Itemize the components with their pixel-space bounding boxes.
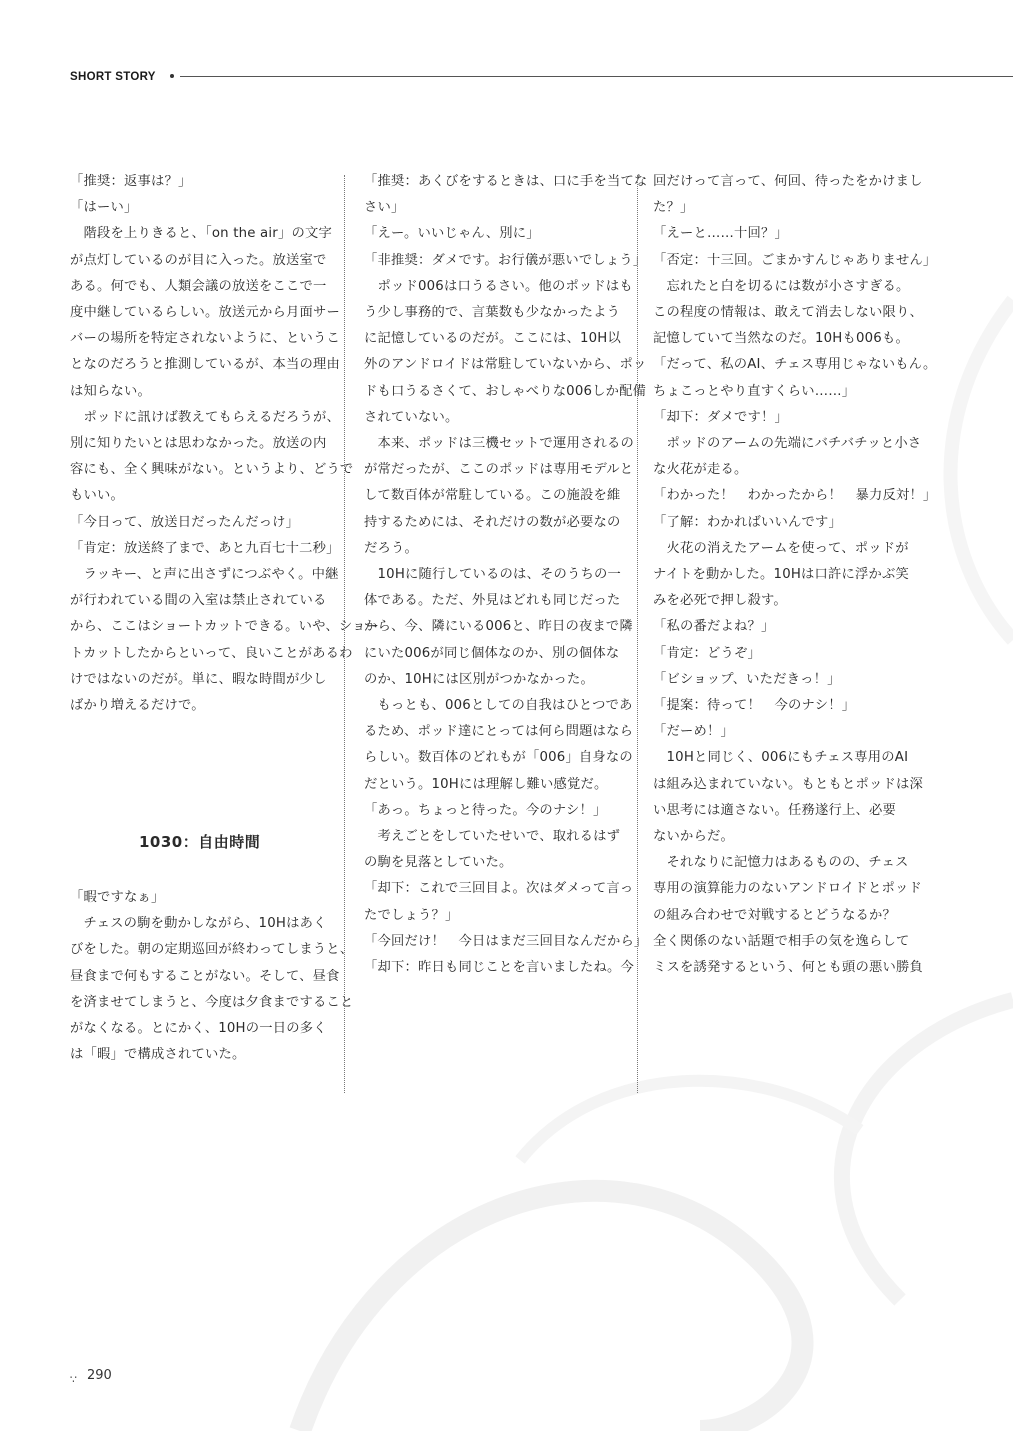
- text-line: た？」: [653, 200, 694, 216]
- text-line: トカットしたからといって、良いことがあるわ: [70, 645, 353, 661]
- text-line: から、今、隣にいる006と、昨日の夜まで隣: [364, 619, 633, 635]
- text-line: が行われている間の入室は禁止されている: [70, 593, 327, 609]
- text-line: だという。10Hには理解し難い感覚だ。: [364, 776, 608, 792]
- text-line: 体である。ただ、外見はどれも同じだった: [364, 593, 621, 609]
- column-divider: [344, 175, 345, 1093]
- text-line: だろう。: [364, 540, 418, 556]
- text-line: 「あっ。ちょっと待った。今のナシ！」: [364, 802, 607, 818]
- text-line: 外のアンドロイドは常駐していないから、ポッ: [364, 357, 647, 373]
- text-line: の駒を見落としていた。: [364, 855, 513, 871]
- text-line: は知らない。: [70, 383, 151, 399]
- column-3: [653, 169, 937, 981]
- text-line: びをした。朝の定期巡回が終わってしまうと、: [70, 942, 354, 958]
- text-line: ないからだ。: [653, 829, 734, 845]
- text-line: 「了解：わかればいいんです」: [653, 514, 842, 530]
- text-line: この程度の情報は、敢えて消去しない限り、: [653, 305, 923, 321]
- text-line: 「今回だけ！ 今日はまだ三回目なんだから」: [364, 933, 648, 949]
- text-line: 「非推奨：ダメです。お行儀が悪いでしょう」: [364, 252, 647, 268]
- text-line: 持するためには、それだけの数が必要なの: [364, 514, 621, 530]
- text-line: 10Hに随行しているのは、そのうちの一: [364, 567, 621, 583]
- text-line: それなりに記憶力はあるものの、チェス: [653, 855, 909, 871]
- text-line: されていない。: [364, 409, 459, 425]
- text-line: バーの場所を特定されないように、というこ: [70, 331, 340, 347]
- text-line: して数百体が常駐している。この施設を維: [364, 488, 621, 504]
- text-line: 「わかった！ わかったから！ 暴力反対！」: [653, 488, 937, 504]
- text-line: となのだろうと推測しているが、本当の理由: [70, 357, 340, 373]
- text-line: にいた006が同じ個体なのか、別の個体な: [364, 645, 620, 661]
- text-line: けではないのだが。単に、暇な時間が少し: [70, 671, 327, 687]
- text-line: もいい。: [70, 488, 124, 504]
- page-mark-icon: ∵: [70, 1373, 77, 1386]
- text-line: 「だーめ！」: [653, 724, 734, 740]
- text-line: 「否定：十三回。ごまかすんじゃありません」: [653, 252, 937, 268]
- text-line: 「私の番だよね？」: [653, 619, 775, 635]
- text-line: たでしょう？」: [364, 907, 459, 923]
- text-line: う少し事務的で、言葉数も少なかったよう: [364, 305, 621, 321]
- text-line: るため、ポッド達にとっては何ら問題はなら: [364, 724, 634, 740]
- text-line: ナイトを動かした。10Hは口許に浮かぶ笑: [653, 567, 910, 583]
- text-line: 「肯定：放送終了まで、あと九百七十二秒」: [70, 540, 340, 556]
- text-line: ちょこっとやり直すくらい……」: [653, 383, 856, 399]
- text-line: 「えーと……十回？」: [653, 226, 788, 242]
- text-line: 10Hと同じく、006にもチェス専用のAI: [653, 750, 909, 766]
- text-line: 「今日って、放送日だったんだっけ」: [70, 514, 300, 530]
- text-line: は組み込まれていない。もともとポッドは深: [653, 776, 923, 792]
- text-line: ミスを誘発するという、何とも頭の悪い勝負: [653, 960, 923, 976]
- text-line: 「却下：これで三回目よ。次はダメって言っ: [364, 881, 634, 897]
- text-line: さい」: [364, 200, 405, 216]
- text-line: みを必死で押し殺す。: [653, 593, 787, 609]
- text-line: 考えごとをしていたせいで、取れるはず: [364, 829, 621, 845]
- text-line: 専用の演算能力のないアンドロイドとポッド: [653, 881, 923, 897]
- section-label: SHORT STORY: [70, 71, 156, 83]
- text-line: が常だったが、ここのポッドは専用モデルと: [364, 462, 634, 478]
- text-line: 「暇ですなぁ」: [70, 890, 165, 905]
- text-line: 「提案：待って！ 今のナシ！」: [653, 698, 856, 714]
- column-1-bottom: [70, 885, 354, 1068]
- text-line: らしい。数百体のどれもが「006」自身なの: [364, 750, 633, 766]
- text-line: 記憶していて当然なのだ。10Hも006も。: [653, 331, 909, 347]
- text-line: ポッドのアームの先端にバチバチッと小さ: [653, 436, 922, 452]
- text-line: は「暇」で構成されていた。: [70, 1047, 246, 1063]
- text-line: 「推奨：返事は？」: [70, 174, 192, 189]
- text-line: 別に知りたいとは思わなかった。放送の内: [70, 436, 327, 452]
- text-line: 容にも、全く興味がない。というより、どうで: [70, 462, 354, 478]
- text-line: ポッド006は口うるさい。他のポッドはも: [364, 278, 633, 294]
- page-number: 290: [87, 1368, 112, 1383]
- header-bullet: [170, 74, 174, 78]
- text-line: 「推奨：あくびをするときは、口に手を当てな: [364, 174, 648, 189]
- text-line: 本来、ポッドは三機セットで運用されるの: [364, 436, 634, 452]
- text-line: ポッドに訊けば教えてもらえるだろうが、: [70, 409, 340, 425]
- column-2: [364, 169, 648, 981]
- text-line: に記憶しているのだが。ここには、10H以: [364, 331, 621, 347]
- text-line: 階段を上りきると、「on the air」の文字: [70, 226, 332, 242]
- section-heading: 1030：自由時間: [139, 833, 261, 851]
- text-line: 「肯定：どうぞ」: [653, 645, 761, 661]
- text-line: 度中継しているらしい。放送元から月面サー: [70, 305, 340, 321]
- text-line: もっとも、006としての自我はひとつであ: [364, 698, 633, 714]
- text-line: 火花の消えたアームを使って、ポッドが: [653, 540, 909, 556]
- text-line: な火花が走る。: [653, 462, 748, 478]
- column-divider: [637, 175, 638, 1093]
- text-line: ある。何でも、人類会議の放送をここで一: [70, 278, 327, 294]
- text-line: 「却下：ダメです！」: [653, 409, 788, 425]
- text-line: 「却下：昨日も同じことを言いましたね。今: [364, 960, 634, 976]
- text-line: がなくなる。とにかく、10Hの一日の多く: [70, 1021, 327, 1037]
- text-line: チェスの駒を動かしながら、10Hはあく: [70, 916, 327, 932]
- text-line: 回だけって言って、何回、待ったをかけまし: [653, 174, 923, 189]
- header-rule: [180, 76, 1013, 77]
- text-line: の組み合わせで対戦するとどうなるか？: [653, 907, 896, 923]
- text-line: から、ここはショートカットできる。いや、ショー: [70, 619, 380, 635]
- text-line: を済ませてしまうと、今度は夕食まですること: [70, 994, 354, 1010]
- text-line: ばかり増えるだけで。: [70, 698, 205, 714]
- text-line: 「はーい」: [70, 200, 138, 216]
- text-line: ラッキー、と声に出さずにつぶやく。中継: [70, 567, 339, 583]
- text-line: 忘れたと白を切るには数が小さすぎる。: [653, 278, 910, 294]
- text-line: 「ビショップ、いただきっ！」: [653, 671, 841, 687]
- text-line: のか、10Hには区別がつかなかった。: [364, 671, 594, 687]
- text-line: ドも口うるさくて、おしゃべりな006しか配備: [364, 383, 647, 399]
- text-line: 昼食まで何もすることがない。そして、昼食: [70, 968, 340, 984]
- text-line: い思考には適さない。任務遂行上、必要: [653, 802, 896, 818]
- column-1-top: [70, 169, 380, 719]
- text-line: 「だって、私のAI、チェス専用じゃないもん。: [653, 357, 937, 373]
- text-line: が点灯しているのが目に入った。放送室で: [70, 252, 327, 268]
- text-line: 「えー。いいじゃん、別に」: [364, 226, 540, 242]
- text-line: 全く関係のない話題で相手の気を逸らして: [653, 933, 910, 949]
